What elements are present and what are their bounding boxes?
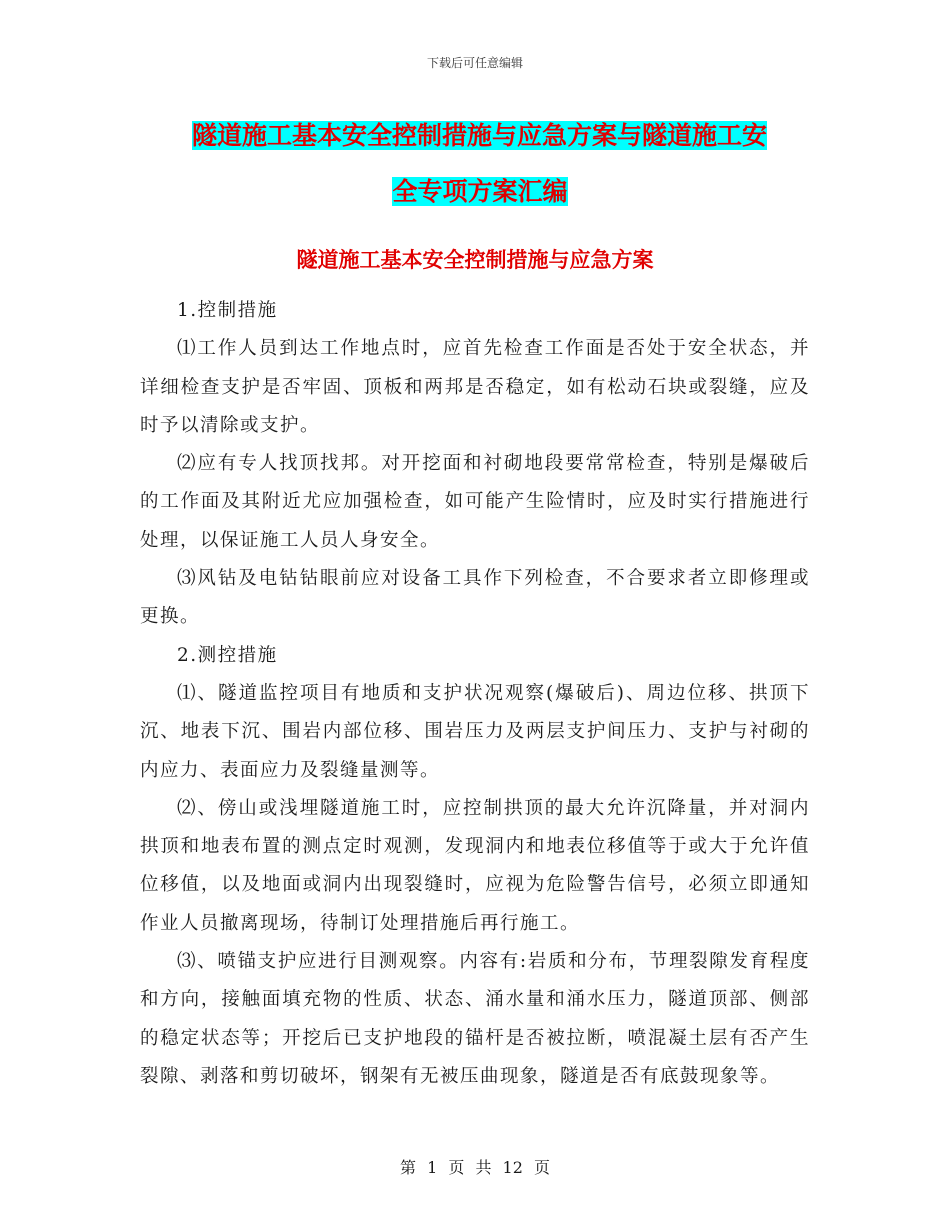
document-title-line-1: 隧道施工基本安全控制措施与应急方案与隧道施工安 [192, 121, 768, 150]
paragraph: ⑵、傍山或浅埋隧道施工时，应控制拱顶的最大允许沉降量，并对洞内拱顶和地表布置的测点定时观测，发现洞内和地表位移值等于或大于允许值位移值，以及地面或洞内出现裂缝时，应视为危险警告信号，必须立即通知作业人员撤离现场，待制订处理措施后再行施工。 [140, 797, 810, 934]
page-number: 第 1 页 共 12 页 [400, 1158, 550, 1177]
paragraph: 1.控制措施 [177, 300, 278, 321]
document-title [140, 108, 820, 220]
paragraph: ⑴、隧道监控项目有地质和支护状况观察(爆破后)、周边位移、拱顶下沉、地表下沉、围岩内部位移、围岩压力及两层支护间压力、支护与衬砌的内应力、表面应力及裂缝量测等。 [140, 682, 810, 781]
paragraph: ⑶、喷锚支护应进行目测观察。内容有:岩质和分布，节理裂隙发育程度和方向，接触面填充物的性质、状态、涌水量和涌水压力，隧道顶部、侧部的稳定状态等；开挖后已支护地段的锚杆是否被拉断，喷混凝土层有否产生裂隙、剥落和剪切破坏，钢架有无被压曲现象，隧道是否有底鼓现象等。 [140, 951, 810, 1087]
section-title: 隧道施工基本安全控制措施与应急方案 [296, 248, 654, 272]
document-title-line-2: 全专项方案汇编 [392, 177, 568, 206]
paragraph: 2.测控措施 [177, 644, 278, 666]
paragraph: ⑶风钻及电钻钻眼前应对设备工具作下列检查，不合要求者立即修理或更换。 [140, 568, 810, 628]
paragraph: ⑴工作人员到达工作地点时，应首先检查工作面是否处于安全状态，并详细检查支护是否牢固、顶板和两邦是否稳定，如有松动石块或裂缝，应及时予以清除或支护。 [140, 338, 810, 436]
page-header-note: 下载后可任意编辑 [426, 56, 523, 70]
paragraph: ⑵应有专人找顶找邦。对开挖面和衬砌地段要常常检查，特别是爆破后的工作面及其附近尤应加强检查，如可能产生险情时，应及时实行措施进行处理，以保证施工人员人身安全。 [140, 453, 810, 551]
document-body [140, 292, 810, 1096]
